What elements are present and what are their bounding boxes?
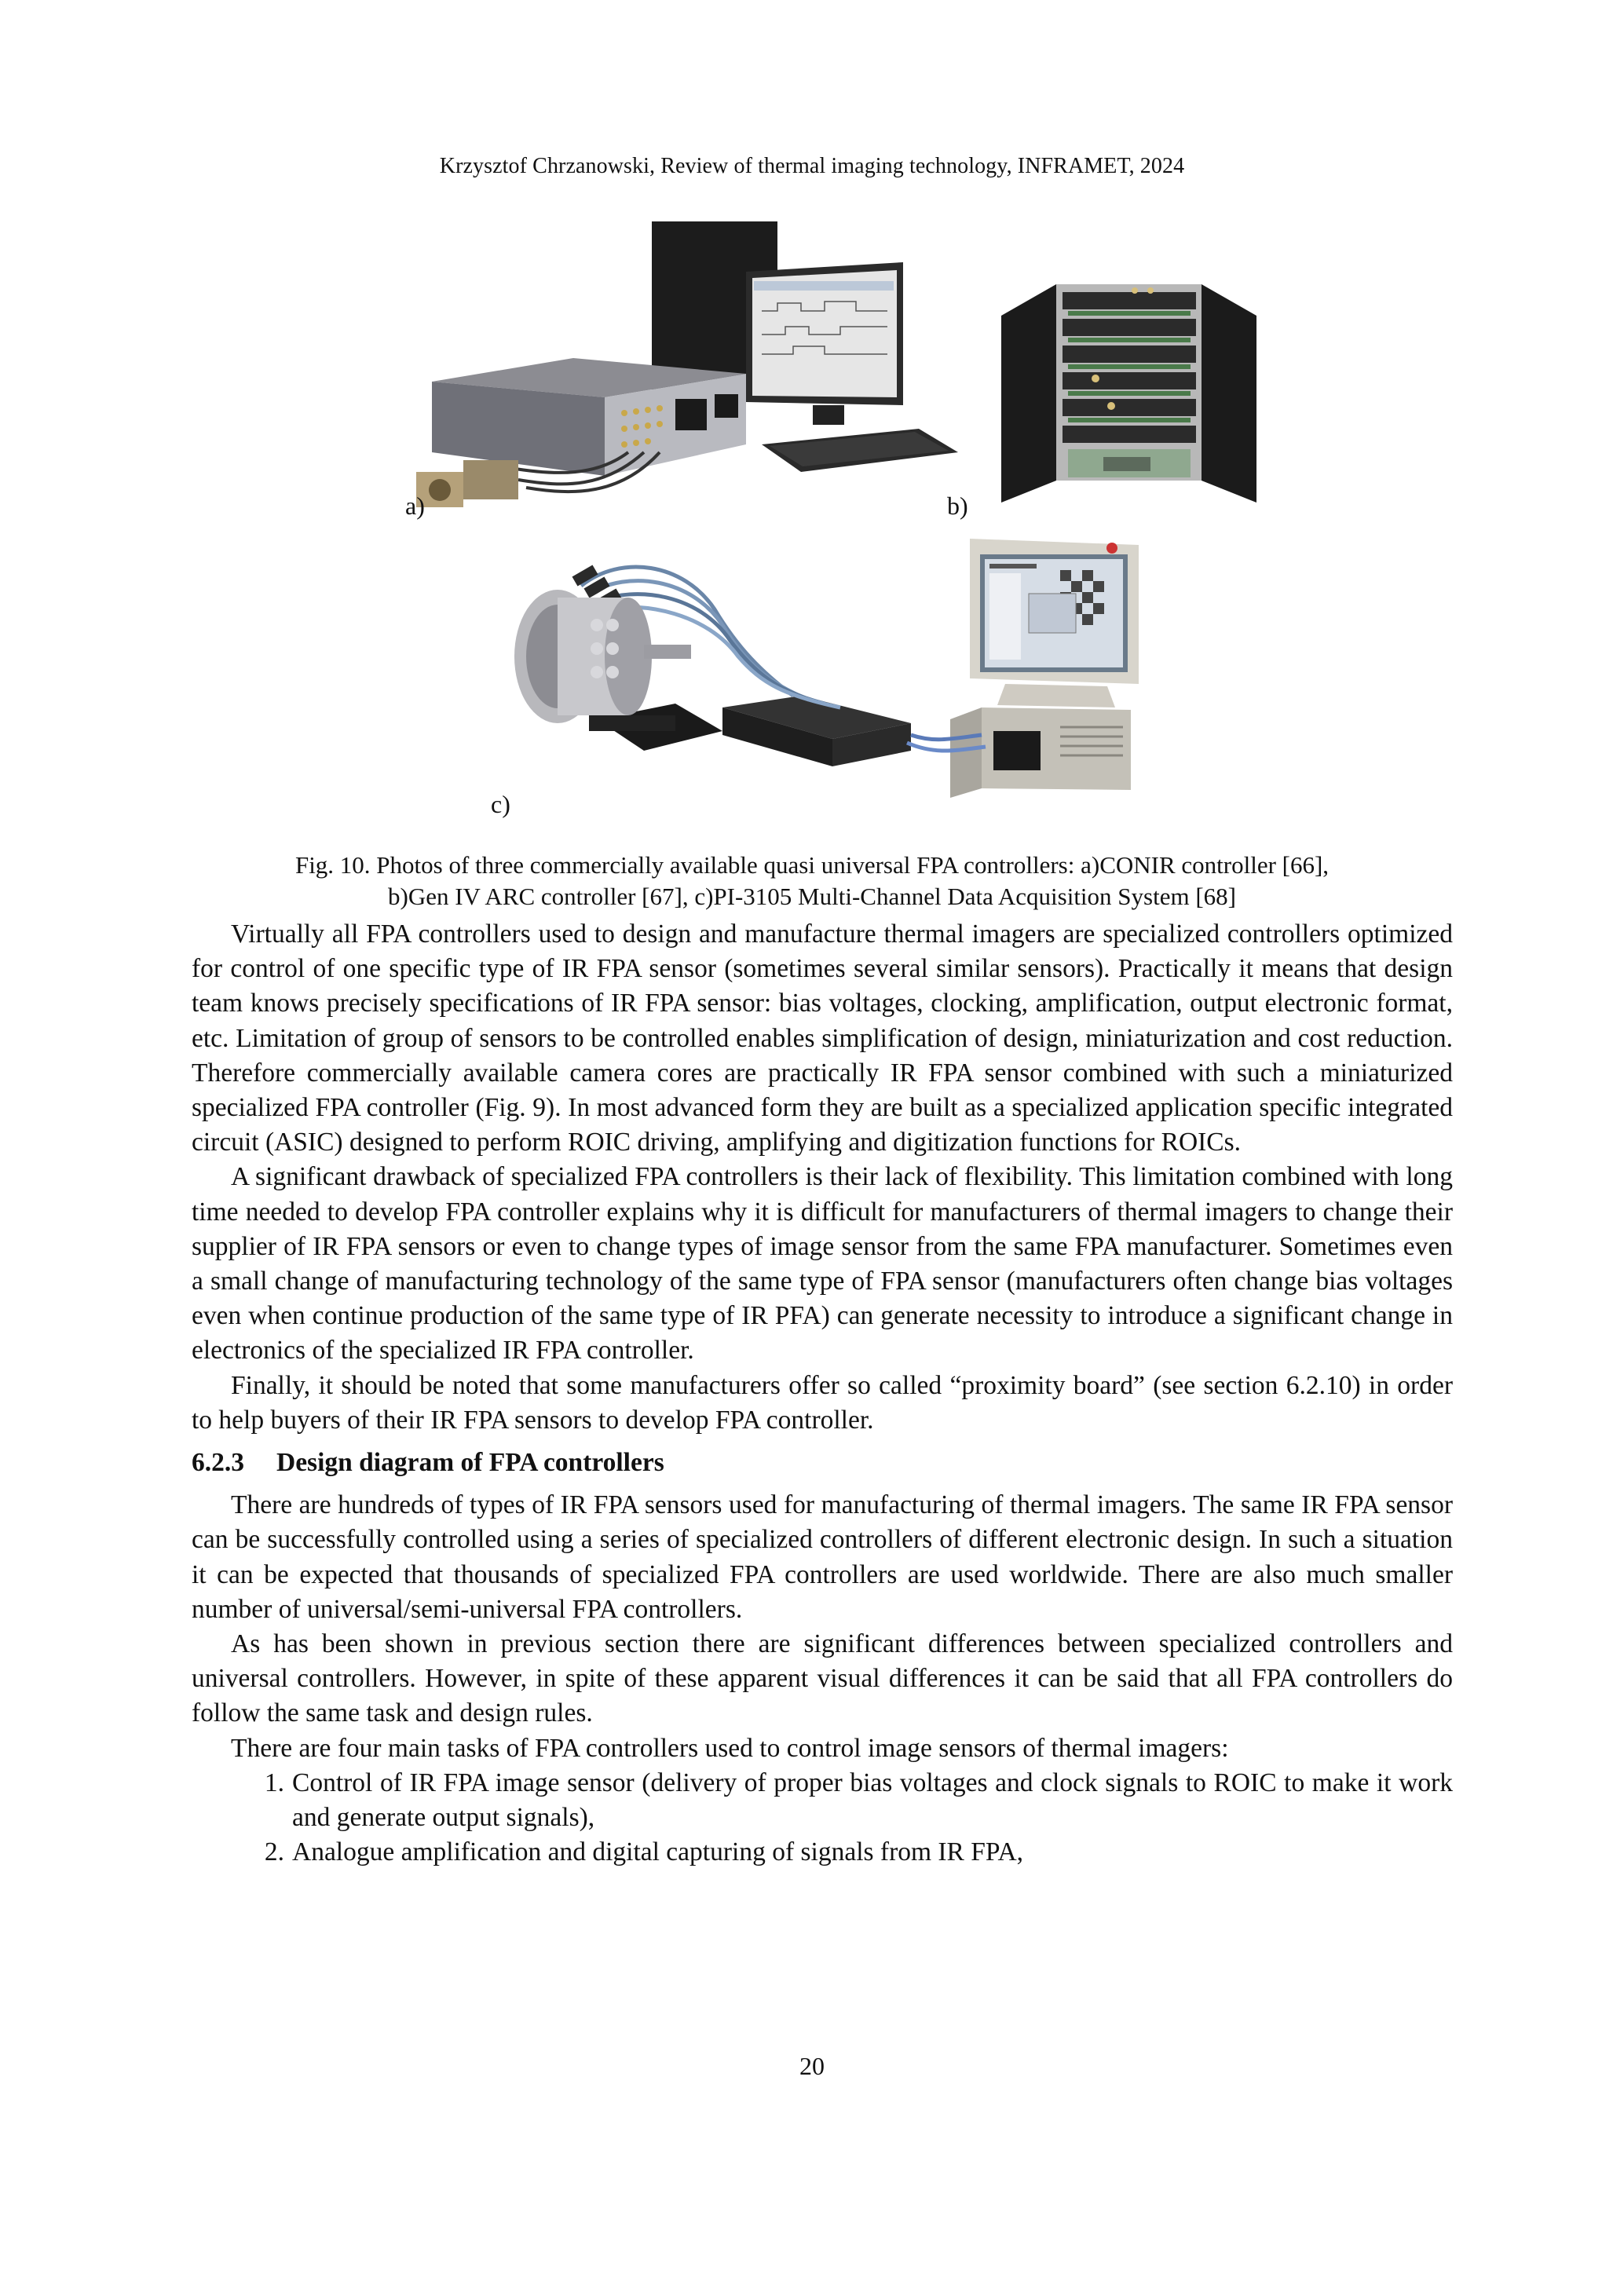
list-text: Analogue amplification and digital capturing of signals from IR FPA, — [292, 1837, 1024, 1867]
list-item — [192, 1766, 1453, 1835]
paragraph-3: Finally, it should be noted that some manufacturers offer so called “proximity board” (see section 6.2.10) in order to help buyers of their IR FPA sensors to develop FPA controller. — [192, 1370, 1453, 1435]
task-list — [192, 1766, 1453, 1870]
figure-caption — [196, 850, 1428, 912]
page-number: 20 — [799, 2052, 825, 2080]
body-text — [192, 917, 1453, 1870]
label-a: a) — [405, 492, 425, 520]
caption-line-2: b)Gen IV ARC controller [67], c)PI-3105 Multi-Channel Data Acquisition System [68] — [388, 883, 1236, 910]
section-number: 6.2.3 — [192, 1448, 244, 1478]
photo-a-conir-controller — [416, 217, 982, 515]
paragraph-1: Virtually all FPA controllers used to design and manufacture thermal imagers are specialized controllers optimized for control of one specific type of IR FPA sensor (sometimes several similar sensors). Practically it means that design team knows precisely specifications of IR FPA sensor: bias voltages, clocking, amplification, output electronic format, etc. Limitation of group of sensors to be controlled enables simplification of design, miniaturization and cost reduction. Therefore commercially available camera cores are practically IR FPA sensor combined with such a miniaturized specialized FPA controller (Fig. 9). In most advanced form they are built as a specialized application specific integrated circuit (ASIC) designed to perform ROIC driving, amplifying and digitization functions for ROICs. — [192, 919, 1453, 1157]
paragraph-2: A significant drawback of specialized FPA controllers is their lack of flexibility. This limitation combined with long time needed to develop FPA controller explains why it is difficult for manufacturers of thermal imagers to change their supplier of IR FPA sensors or even to change types of image sensor from the same FPA manufacturer. Sometimes even a small change of manufacturing technology of the same type of FPA sensor (manufacturers often change bias voltages even when continue production of the same type of IR PFA) can generate necessity to introduce a significant change in electronics of the specialized IR FPA controller. — [192, 1162, 1453, 1366]
caption-line-1: Fig. 10. Photos of three commercially available quasi universal FPA controllers: a)CONIR controller [66], — [294, 851, 1330, 879]
section-title: Design diagram of FPA controllers — [276, 1448, 664, 1478]
paragraph-6: There are four main tasks of FPA controllers used to control image sensors of thermal imagers: — [231, 1733, 1229, 1763]
list-item — [192, 1835, 1453, 1870]
paragraph-4: There are hundreds of types of IR FPA sensors used for manufacturing of thermal imagers. The same IR FPA sensor can be successfully controlled using a series of specialized controllers of different electronic design. In such a situation it can be expected that thousands of specialized FPA controllers are used worldwide. There are also much smaller number of universal/semi-universal FPA controllers. — [192, 1490, 1453, 1624]
label-c: c) — [491, 790, 510, 818]
list-number: 1. — [264, 1768, 284, 1797]
photo-c-pi-3105-system — [510, 539, 1162, 806]
section-heading — [192, 1446, 1453, 1480]
label-b: b) — [947, 492, 968, 520]
photo-b-gen-iv-arc-controller — [1001, 284, 1256, 503]
paragraph-5: As has been shown in previous section there are significant differences between specialized controllers and universal controllers. However, in spite of these apparent visual differences it can be said that all FPA controllers do follow the same task and design rules. — [192, 1629, 1453, 1728]
list-text: Control of IR FPA image sensor (delivery of proper bias voltages and clock signals to ROIC to make it work and generate output signals), — [292, 1768, 1453, 1833]
list-number: 2. — [264, 1837, 284, 1867]
running-header: Krzysztof Chrzanowski, Review of thermal imaging technology, INFRAMET, 2024 — [439, 154, 1185, 178]
